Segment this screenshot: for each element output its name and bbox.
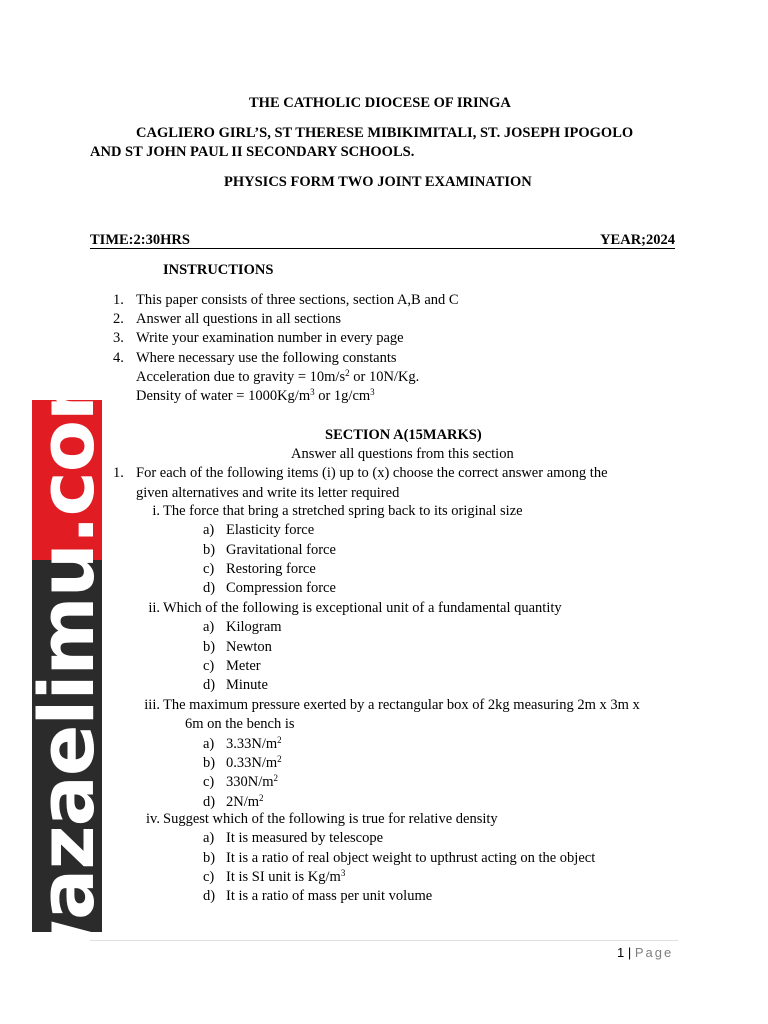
item-question: The force that bring a stretched spring back to its original size (163, 503, 523, 519)
option-text: $330N/m^2$ (226, 773, 279, 791)
option-letter: d) (203, 580, 216, 597)
item-question: Which of the following is exceptional unit of a fundamental quantity (163, 600, 562, 616)
option-letter: a) (203, 735, 215, 752)
diocese-title: THE CATHOLIC DIOCESE OF IRINGA (249, 95, 511, 111)
question-1-number: 1. (113, 465, 124, 481)
item-question: The maximum pressure exerted by a rectangular box of 2kg measuring 2m x 3m x (163, 697, 640, 713)
instruction-number: 4. (113, 350, 124, 366)
year-label: YEAR;2024 (600, 232, 675, 248)
item-number: i. (152, 503, 160, 519)
gravity-constant: Acceleration due to gravity = $10m/s^2$ or 10N/Kg. (136, 368, 420, 385)
instruction-text: This paper consists of three sections, section A,B and C (136, 292, 459, 308)
section-a-subtitle: Answer all questions from this section (291, 446, 514, 462)
option-text: It is measured by telescope (226, 830, 384, 847)
option-letter: c) (203, 868, 215, 885)
page-footer (617, 945, 673, 960)
option-letter: b) (203, 754, 216, 771)
item-number: iv. (146, 811, 160, 827)
page-number: 1 (617, 945, 625, 960)
option-letter: a) (203, 830, 215, 847)
question-1-text-line-2: given alternatives and write its letter required (136, 485, 400, 501)
instruction-text: Write your examination number in every page (136, 330, 404, 346)
time-year-line (90, 232, 675, 249)
option-letter: c) (203, 560, 215, 577)
item-question-continued: 6m on the bench is (185, 716, 295, 733)
instruction-number: 1. (113, 292, 124, 308)
footer-divider (90, 940, 678, 941)
instruction-text: Answer all questions in all sections (136, 311, 341, 327)
option-text: It is a ratio of mass per unit volume (226, 888, 433, 905)
option-text: It is SI unit is $Kg/m^3$ (226, 867, 346, 885)
option-text: Restoring force (226, 560, 316, 577)
option-text: Elasticity force (226, 522, 315, 539)
density-constant: Density of water = $1000Kg/m^3$ or $1g/cm^3$ (136, 387, 375, 404)
option-text: $3.33N/m^2$ (226, 734, 282, 752)
page-separator: | (627, 945, 632, 960)
option-text: Meter (226, 657, 261, 674)
schools-line-1: CAGLIERO GIRL’S, ST THERESE MIBIKIMITALI, ST. JOSEPH IPOGOLO (136, 125, 634, 141)
item-number: iii. (144, 697, 160, 713)
schools-line-2: AND ST JOHN PAUL II SECONDARY SCHOOLS. (90, 144, 415, 160)
option-text: $2N/m^2$ (226, 792, 264, 810)
option-letter: b) (203, 638, 216, 655)
page-label: Page (634, 945, 674, 960)
instructions-heading: INSTRUCTIONS (163, 262, 274, 278)
option-letter: a) (203, 619, 215, 636)
option-letter: c) (203, 774, 215, 791)
item-question: Suggest which of the following is true for relative density (163, 811, 498, 827)
item-number: ii. (148, 600, 160, 616)
option-text: It is a ratio of real object weight to upthrust acting on the object (226, 849, 596, 866)
option-letter: c) (203, 657, 215, 674)
question-1-text-line-1: For each of the following items (i) up to (x) choose the correct answer among the (136, 465, 608, 481)
option-text: Newton (226, 638, 272, 655)
section-a-title: SECTION A(15MARKS) (325, 427, 482, 443)
instruction-text: Where necessary use the following constants (136, 350, 397, 366)
exam-title: PHYSICS FORM TWO JOINT EXAMINATION (224, 174, 532, 190)
option-letter: b) (203, 541, 216, 558)
option-letter: d) (203, 793, 216, 810)
option-letter: d) (203, 677, 216, 694)
option-text: Kilogram (226, 619, 282, 636)
option-text: Minute (226, 677, 268, 694)
option-text: Gravitational force (226, 541, 336, 558)
option-letter: a) (203, 522, 215, 539)
option-letter: d) (203, 888, 216, 905)
watermark-text: wazaelimu.com (22, 342, 111, 990)
option-text: Compression force (226, 580, 336, 597)
option-text: $0.33N/m^2$ (226, 753, 282, 771)
instruction-number: 2. (113, 311, 124, 327)
time-label: TIME:2:30HRS (90, 232, 190, 248)
option-letter: b) (203, 849, 216, 866)
instruction-number: 3. (113, 330, 124, 346)
